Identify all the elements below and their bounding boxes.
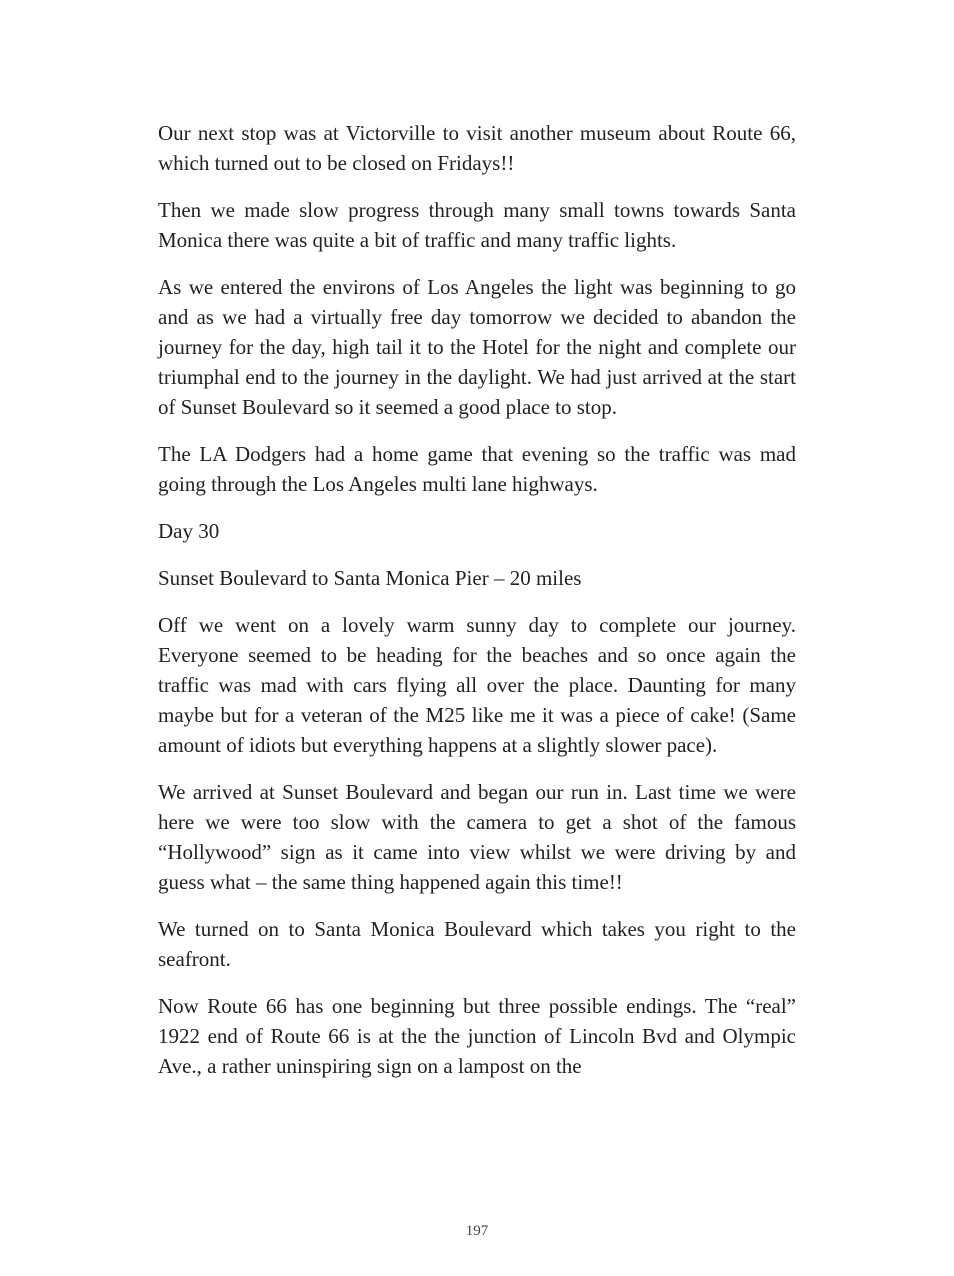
paragraph-dodgers: The LA Dodgers had a home game that evening so the traffic was mad going through the Los Angeles multi lane highways. bbox=[158, 442, 796, 496]
page-number: 197 bbox=[465, 1223, 489, 1239]
paragraph-victorville: Our next stop was at Victorville to visit another museum about Route 66, which turned out to be closed on Fridays!! bbox=[158, 121, 796, 175]
paragraph-sunny-day: Off we went on a lovely warm sunny day to complete our journey. Everyone seemed to be heading for the beaches and so once again the traffic was mad with cars flying all over the place. Daunting for many maybe but for a veteran of the M25 like me it was a piece of cake! (Same amount of idiots but everything happens at a slightly slower pace). bbox=[158, 613, 796, 757]
route-subheading: Sunset Boulevard to Santa Monica Pier – 20 miles bbox=[158, 566, 582, 590]
paragraph-los-angeles: As we entered the environs of Los Angeles the light was beginning to go and as we had a virtually free day tomorrow we decided to abandon the journey for the day, high tail it to the Hotel for the night and complete our triumphal end to the journey in the daylight. We had just arrived at the start of Sunset Boulevard so it seemed a good place to stop. bbox=[158, 275, 796, 419]
paragraph-hollywood-sign: We arrived at Sunset Boulevard and began our run in. Last time we were here we were too slow with the camera to get a shot of the famous “Hollywood” sign as it came into view whilst we were driving by and guess what – the same thing happened again this time!! bbox=[158, 780, 796, 894]
body-text bbox=[158, 118, 796, 1098]
day-heading: Day 30 bbox=[158, 519, 220, 543]
paragraph-small-towns: Then we made slow progress through many small towns towards Santa Monica there was quite a bit of traffic and many traffic lights. bbox=[158, 198, 796, 252]
paragraph-santa-monica-boulevard: We turned on to Santa Monica Boulevard which takes you right to the seafront. bbox=[158, 917, 796, 971]
paragraph-route-endings: Now Route 66 has one beginning but three possible endings. The “real” 1922 end of Route 66 is at the the junction of Lincoln Bvd and Olympic Ave., a rather uninspiring sign on a lampost on the bbox=[158, 994, 796, 1078]
